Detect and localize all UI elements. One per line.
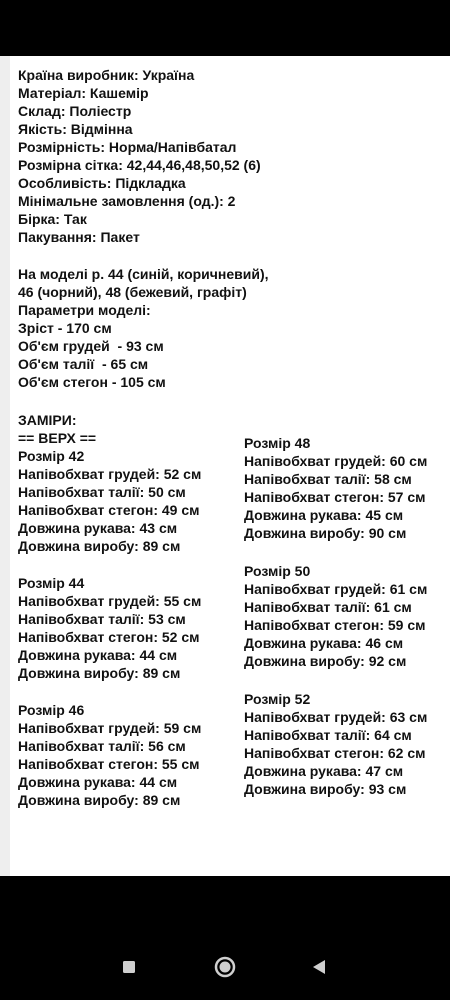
model-height: Зріст - 170 см [18, 320, 112, 336]
size-44-chest: Напівобхват грудей: 55 см [18, 593, 202, 609]
model-waist: Об'єм талії - 65 см [18, 356, 149, 372]
size-50-length: Довжина виробу: 92 см [244, 653, 407, 669]
size-52-length: Довжина виробу: 93 см [244, 781, 407, 797]
size-42-waist: Напівобхват талії: 50 см [18, 484, 186, 500]
page-edge [0, 56, 10, 876]
size-48-hips: Напівобхват стегон: 57 см [244, 489, 426, 505]
size-42-title: Розмір 42 [18, 448, 85, 464]
size-46-waist: Напівобхват талії: 56 см [18, 738, 186, 754]
recents-square-icon [114, 952, 144, 982]
size-50-title: Розмір 50 [244, 563, 311, 579]
model-params-title: Параметри моделі: [18, 302, 151, 318]
size-44-length: Довжина виробу: 89 см [18, 665, 181, 681]
system-navigation-bar [0, 930, 450, 1000]
size-46-title: Розмір 46 [18, 702, 85, 718]
size-50-waist: Напівобхват талії: 61 см [244, 599, 412, 615]
size-46-length: Довжина виробу: 89 см [18, 792, 181, 808]
size-42-sleeve: Довжина рукава: 43 см [18, 520, 178, 536]
home-circle-icon [210, 952, 240, 982]
spec-feature: Особливість: Підкладка [18, 175, 186, 191]
home-button[interactable] [210, 952, 240, 982]
back-triangle-icon [304, 952, 334, 982]
spec-min-order: Мінімальне замовлення (од.): 2 [18, 193, 236, 209]
model-sizes-line-2: 46 (чорний), 48 (бежевий, графіт) [18, 284, 247, 300]
size-44-title: Розмір 44 [18, 575, 85, 591]
spec-composition: Склад: Поліестр [18, 103, 132, 119]
measurements-heading: ЗАМІРИ: [18, 412, 77, 428]
spec-material: Матеріал: Кашемір [18, 85, 149, 101]
spec-country: Країна виробник: Україна [18, 67, 195, 83]
size-52-sleeve: Довжина рукава: 47 см [244, 763, 404, 779]
model-sizes-line-1: На моделі р. 44 (синій, коричневий), [18, 266, 269, 282]
back-button[interactable] [304, 952, 334, 982]
size-50-sleeve: Довжина рукава: 46 см [244, 635, 404, 651]
size-44-hips: Напівобхват стегон: 52 см [18, 629, 200, 645]
size-50-hips: Напівобхват стегон: 59 см [244, 617, 426, 633]
size-48-chest: Напівобхват грудей: 60 см [244, 453, 428, 469]
size-48-sleeve: Довжина рукава: 45 см [244, 507, 404, 523]
spec-size-type: Розмірність: Норма/Напівбатал [18, 139, 237, 155]
size-46-sleeve: Довжина рукава: 44 см [18, 774, 178, 790]
size-50-chest: Напівобхват грудей: 61 см [244, 581, 428, 597]
top-heading: == ВЕРХ == [18, 430, 97, 446]
spec-quality: Якість: Відмінна [18, 121, 133, 137]
model-chest: Об'єм грудей - 93 см [18, 338, 164, 354]
size-52-hips: Напівобхват стегон: 62 см [244, 745, 426, 761]
spec-tag: Бірка: Так [18, 211, 87, 227]
size-42-length: Довжина виробу: 89 см [18, 538, 181, 554]
size-42-hips: Напівобхват стегон: 49 см [18, 502, 200, 518]
size-44-sleeve: Довжина рукава: 44 см [18, 647, 178, 663]
recents-button[interactable] [114, 952, 144, 982]
spec-size-grid: Розмірна сітка: 42,44,46,48,50,52 (6) [18, 157, 261, 173]
size-52-chest: Напівобхват грудей: 63 см [244, 709, 428, 725]
size-48-title: Розмір 48 [244, 435, 311, 451]
size-52-title: Розмір 52 [244, 691, 311, 707]
spec-packaging: Пакування: Пакет [18, 229, 140, 245]
product-description [0, 56, 450, 876]
size-44-waist: Напівобхват талії: 53 см [18, 611, 186, 627]
model-hips: Об'єм стегон - 105 см [18, 374, 166, 390]
size-46-hips: Напівобхват стегон: 55 см [18, 756, 200, 772]
size-48-length: Довжина виробу: 90 см [244, 525, 407, 541]
size-52-waist: Напівобхват талії: 64 см [244, 727, 412, 743]
size-42-chest: Напівобхват грудей: 52 см [18, 466, 202, 482]
size-46-chest: Напівобхват грудей: 59 см [18, 720, 202, 736]
size-48-waist: Напівобхват талії: 58 см [244, 471, 412, 487]
